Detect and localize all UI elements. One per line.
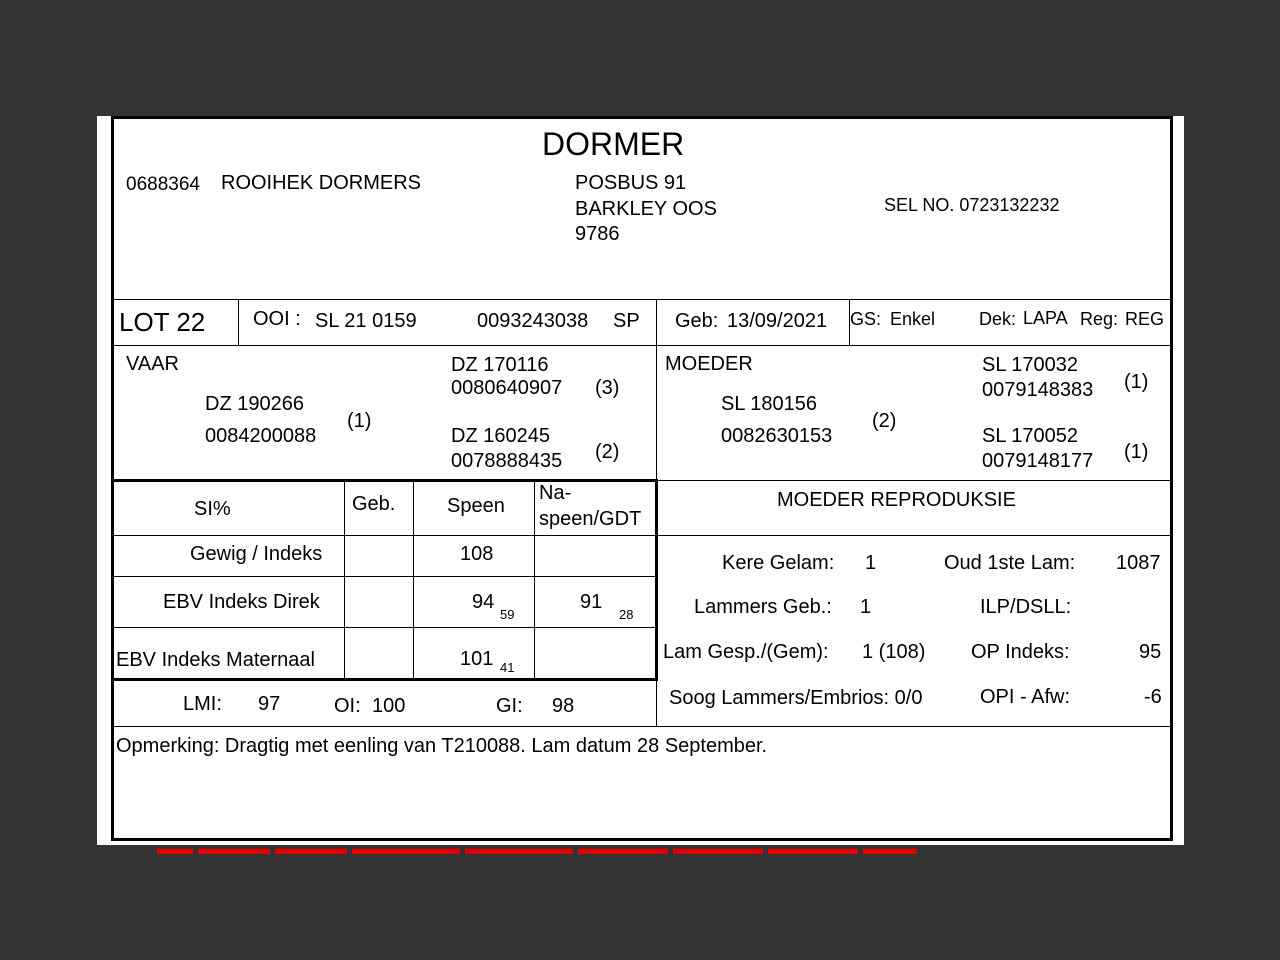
- gi-label: GI:: [496, 695, 523, 717]
- opi-afw-value: -6: [1144, 686, 1162, 708]
- sire-dam-reg: 0078888435: [451, 450, 563, 472]
- card-border-right: [1170, 116, 1173, 840]
- lot-divider-2: [656, 299, 657, 346]
- kere-gelam-label: Kere Gelam:: [722, 552, 835, 574]
- row-direk-naspeen: 91: [580, 591, 603, 613]
- lot-number: LOT 22: [119, 307, 206, 337]
- dek-label: Dek:: [979, 309, 1017, 329]
- row-gewig-speen: 108: [460, 543, 494, 565]
- row-gewig-label: Gewig / Indeks: [190, 543, 323, 565]
- header-geb: Geb.: [352, 493, 396, 515]
- cell-number: SEL NO. 0723132232: [884, 195, 1060, 215]
- lammers-geb-label: Lammers Geb.:: [694, 596, 832, 618]
- kere-gelam-value: 1: [865, 552, 877, 574]
- sire-reg: 0084200088: [205, 425, 317, 447]
- header-speen: Speen: [447, 495, 505, 517]
- header-speen-gdt: speen/GDT: [539, 508, 642, 530]
- sire-sire-reg: 0080640907: [451, 377, 563, 399]
- lot-row-top: [111, 299, 1173, 300]
- repro-left: [656, 679, 657, 726]
- breed-title: DORMER: [542, 126, 685, 162]
- address-line-1: POSBUS 91: [575, 172, 687, 194]
- row-direk-speen: 94: [472, 591, 495, 613]
- reg-label: Reg:: [1080, 309, 1119, 329]
- ilp-dsll-label: ILP/DSLL:: [980, 596, 1072, 618]
- address-line-3: 9786: [575, 223, 620, 245]
- row-maternaal-speen: 101: [460, 648, 494, 670]
- remark-text: Opmerking: Dragtig met eenling van T210088. Lam datum 28 September.: [116, 735, 768, 757]
- op-indeks-label: OP Indeks:: [971, 641, 1070, 663]
- breeder-name: ROOIHEK DORMERS: [221, 172, 422, 194]
- birth-date: 13/09/2021: [727, 310, 828, 332]
- lot-card: [97, 116, 1184, 858]
- ooi-label: OOI :: [253, 308, 301, 330]
- row-direk-speen-accuracy: 59: [500, 607, 515, 622]
- oud-1ste-lam-label: Oud 1ste Lam:: [944, 552, 1076, 574]
- birth-label: Geb:: [675, 310, 719, 332]
- index-col-3: [534, 479, 535, 679]
- dam-label: MOEDER: [665, 353, 753, 375]
- sire-id: DZ 190266: [205, 393, 304, 415]
- card-border-left: [111, 116, 114, 840]
- header-na: Na-: [539, 482, 572, 504]
- lam-gesp-value: 1 (108): [862, 641, 926, 663]
- row-maternaal-speen-accuracy: 41: [500, 660, 515, 675]
- lmi-value: 97: [258, 693, 281, 715]
- gi-value: 98: [552, 695, 575, 717]
- lam-gesp-label: Lam Gesp./(Gem):: [663, 641, 829, 663]
- index-table-top: [111, 479, 658, 482]
- sire-sire-grade: (3): [595, 377, 620, 399]
- row-direk-label: EBV Indeks Direk: [163, 591, 320, 613]
- dam-sire-id: SL 170032: [982, 354, 1079, 376]
- dek-value: LAPA: [1023, 308, 1068, 328]
- card-border-top: [111, 116, 1173, 119]
- row-direk-naspeen-accuracy: 28: [619, 607, 634, 622]
- sire-grade: (1): [347, 410, 372, 432]
- dam-dam-id: SL 170052: [982, 425, 1079, 447]
- pedigree-divider: [656, 345, 657, 480]
- sire-label: VAAR: [126, 353, 179, 375]
- oi-value: 100: [372, 695, 406, 717]
- dam-sire-grade: (1): [1124, 371, 1149, 393]
- breeder-id: 0688364: [126, 174, 200, 195]
- sire-sire-id: DZ 170116: [451, 354, 549, 376]
- lammers-geb-value: 1: [860, 596, 872, 618]
- ooi-id: SL 21 0159: [315, 310, 417, 332]
- sire-dam-grade: (2): [595, 441, 620, 463]
- remark-top: [111, 726, 1173, 727]
- dam-id: SL 180156: [721, 393, 818, 415]
- index-table-right: [655, 479, 658, 681]
- gs-value: Enkel: [890, 309, 936, 329]
- reg-value: REG: [1125, 309, 1165, 329]
- row-maternaal-label: EBV Indeks Maternaal: [116, 649, 315, 671]
- soog-lammers-label: Soog Lammers/Embrios: 0/0: [669, 687, 923, 709]
- op-indeks-value: 95: [1139, 641, 1162, 663]
- index-row-2-top: [111, 576, 656, 577]
- footer-red-notice: ▬▬ ▬▬▬▬ ▬▬▬▬ ▬▬▬▬▬▬ ▬▬▬▬▬▬ ▬▬▬▬▬ ▬▬▬▬▬ ▬▬▬▬▬ ▬▬▬: [157, 838, 918, 858]
- dam-dam-grade: (1): [1124, 441, 1149, 463]
- index-col-2: [413, 479, 414, 679]
- index-row-3-top: [111, 627, 656, 628]
- dam-dam-reg: 0079148177: [982, 450, 1094, 472]
- dam-sire-reg: 0079148383: [982, 379, 1094, 401]
- pedigree-top: [111, 345, 1173, 346]
- oud-1ste-lam-value: 1087: [1116, 552, 1161, 574]
- dam-reg: 0082630153: [721, 425, 833, 447]
- opi-afw-label: OPI - Afw:: [980, 686, 1071, 708]
- gs-label: GS:: [850, 309, 882, 329]
- header-si-percent: SI%: [194, 498, 231, 520]
- repro-title: MOEDER REPRODUKSIE: [777, 489, 1016, 511]
- lot-divider-1: [238, 299, 239, 346]
- ooi-reg-number: 0093243038: [477, 310, 589, 332]
- index-row-1-top: [111, 535, 1173, 536]
- address-line-2: BARKLEY OOS: [575, 198, 717, 220]
- sire-dam-id: DZ 160245: [451, 425, 550, 447]
- dam-grade: (2): [872, 410, 897, 432]
- index-col-1: [344, 479, 345, 679]
- ooi-class: SP: [613, 310, 640, 332]
- oi-label: OI:: [334, 695, 361, 717]
- index-table-bottom: [111, 678, 658, 681]
- lmi-label: LMI:: [183, 693, 222, 715]
- repro-top: [658, 480, 1173, 481]
